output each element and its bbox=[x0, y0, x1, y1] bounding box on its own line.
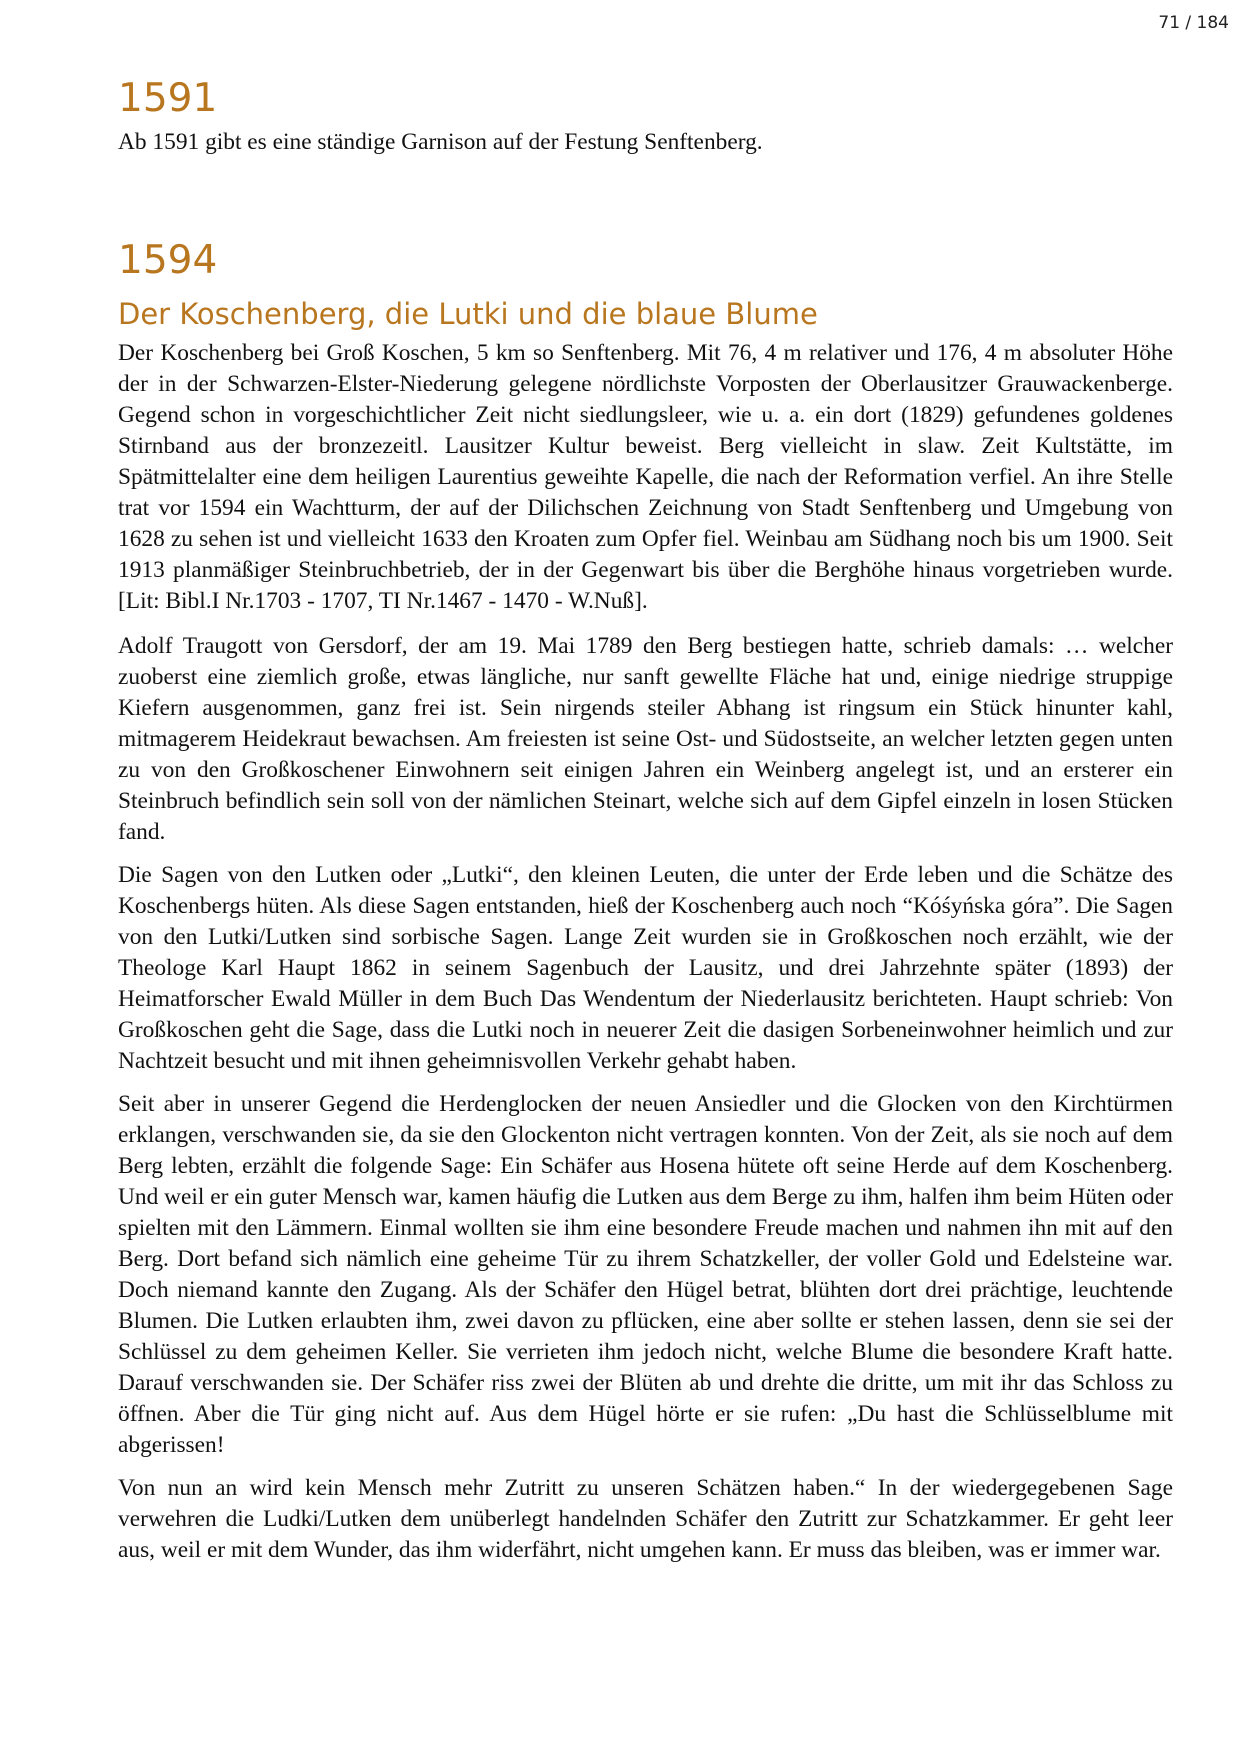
page-number: 71 / 184 bbox=[1158, 13, 1229, 33]
paragraph-schatzkammer: Von nun an wird kein Mensch mehr Zutritt zu unseren Schätzen haben.“ In der wiedergegebenen Sage verwehren die Ludki/Lutken dem unüberlegt handelnden Schäfer den Zutritt zur Schatzkammer. Er geht leer aus, weil er mit dem Wunder, das ihm widerfährt, nicht umgehen kann. Er muss das bleiben, was er immer war. bbox=[118, 1474, 1173, 1563]
paragraph-gersdorf: Adolf Traugott von Gersdorf, der am 19. Mai 1789 den Berg bestiegen hatte, schrieb damals: … welcher zuoberst eine ziemlich große, etwas längliche, nur sanft gewellte Fläche hat und, einige niedrige struppige Kiefern ausgenommen, ganz frei ist. Sein nirgends steiler Abhang ist ringsum ein Stück hinunter kahl, mitmagerem Heidekraut bewachsen. Am freiesten ist seine Ost- und Südostseite, an welcher letzten gegen unten zu von den Großkoschener Einwohnern seit einigen Jahren ein Weinberg angelegt ist, und an ersterer ein Steinbruch befindlich sein soll von der nämlichen Steinart, welche sich auf dem Gipfel einzeln in losen Stücken fand. bbox=[118, 632, 1173, 845]
year-heading-1594: 1594 bbox=[118, 237, 218, 283]
paragraph-koschenberg: Der Koschenberg bei Groß Koschen, 5 km so Senftenberg. Mit 76, 4 m relativer und 176, 4 m absoluter Höhe der in der Schwarzen-Elster-Niederung gelegene nördlichste Vorposten der Oberlausitzer Grauwackenberge. Gegend schon in vorgeschichtlicher Zeit nicht siedlungsleer, wie u. a. ein dort (1829) gefundenes goldenes Stirnband aus der bronzezeitl. Lausitzer Kultur beweist. Berg vielleicht in slaw. Zeit Kultstätte, im Spätmittelalter eine dem heiligen Laurentius geweihte Kapelle, die nach der Reformation verfiel. An ihre Stelle trat vor 1594 ein Wachtturm, der auf der Dilichschen Zeichnung von Stadt Senftenberg und Umgebung von 1628 zu sehen ist und vielleicht 1633 den Kroaten zum Opfer fiel. Weinbau am Südhang noch bis um 1900. Seit 1913 planmäßiger Steinbruchbetrieb, der in der Gegenwart bis über die Berghöhe hinaus vorgetrieben wurde. [Lit: Bibl.I Nr.1703 - 1707, TI Nr.1467 - 1470 - W.Nuß]. bbox=[118, 339, 1173, 614]
section-subheading: Der Koschenberg, die Lutki und die blaue Blume bbox=[118, 296, 818, 331]
paragraph-garnison: Ab 1591 gibt es eine ständige Garnison auf der Festung Senftenberg. bbox=[118, 128, 763, 155]
document-body bbox=[118, 78, 1173, 1566]
paragraph-sagen-lutki: Die Sagen von den Lutken oder „Lutki“, den kleinen Leuten, die unter der Erde leben und die Schätze des Koschenbergs hüten. Als diese Sagen entstanden, hieß der Koschenberg auch noch “Kóśyńska góra”. Die Sagen von den Lutki/Lutken sind sorbische Sagen. Lange Zeit wurden sie in Großkoschen noch erzählt, wie der Theologe Karl Haupt 1862 in seinem Sagenbuch der Lausitz, und drei Jahrzehnte später (1893) der Heimatforscher Ewald Müller in dem Buch Das Wendentum der Niederlausitz berichteten. Haupt schrieb: Von Großkoschen geht die Sage, dass die Lutki noch in neuerer Zeit die dasigen Sorbeneinwohner heimlich und zur Nachtzeit besucht und mit ihnen geheimnisvollen Verkehr gehabt haben. bbox=[118, 861, 1173, 1074]
year-heading-1591: 1591 bbox=[118, 76, 218, 121]
paragraph-schaefer-sage: Seit aber in unserer Gegend die Herdenglocken der neuen Ansiedler und die Glocken von den Kirchtürmen erklangen, verschwanden sie, da sie den Glockenton nicht vertragen konnten. Von der Zeit, als sie noch auf dem Berg lebten, erzählt die folgende Sage: Ein Schäfer aus Hosena hütete oft seine Herde auf dem Koschenberg. Und weil er ein guter Mensch war, kamen häufig die Lutken aus dem Berge zu ihm, halfen ihm beim Hüten oder spielten mit den Lämmern. Einmal wollten sie ihm eine besondere Freude machen und nahmen ihn mit auf den Berg. Dort befand sich nämlich eine geheime Tür zu ihrem Schatzkeller, der voller Gold und Edelsteine war. Doch niemand kannte den Zugang. Als der Schäfer den Hügel betrat, blühten dort drei prächtige, leuchtende Blumen. Die Lutken erlaubten ihm, zwei davon zu pflücken, eine aber sollte er stehen lassen, denn sie sei der Schlüssel zu dem geheimen Keller. Sie verrieten ihm jedoch nicht, welche Blume die besondere Kraft hatte. Darauf verschwanden sie. Der Schäfer riss zwei der Blüten ab und drehte die dritte, um mit ihr das Schloss zu öffnen. Aber die Tür ging nicht auf. Aus dem Hügel hörte er sie rufen: „Du hast die Schlüsselblume mit abgerissen! bbox=[118, 1090, 1173, 1458]
